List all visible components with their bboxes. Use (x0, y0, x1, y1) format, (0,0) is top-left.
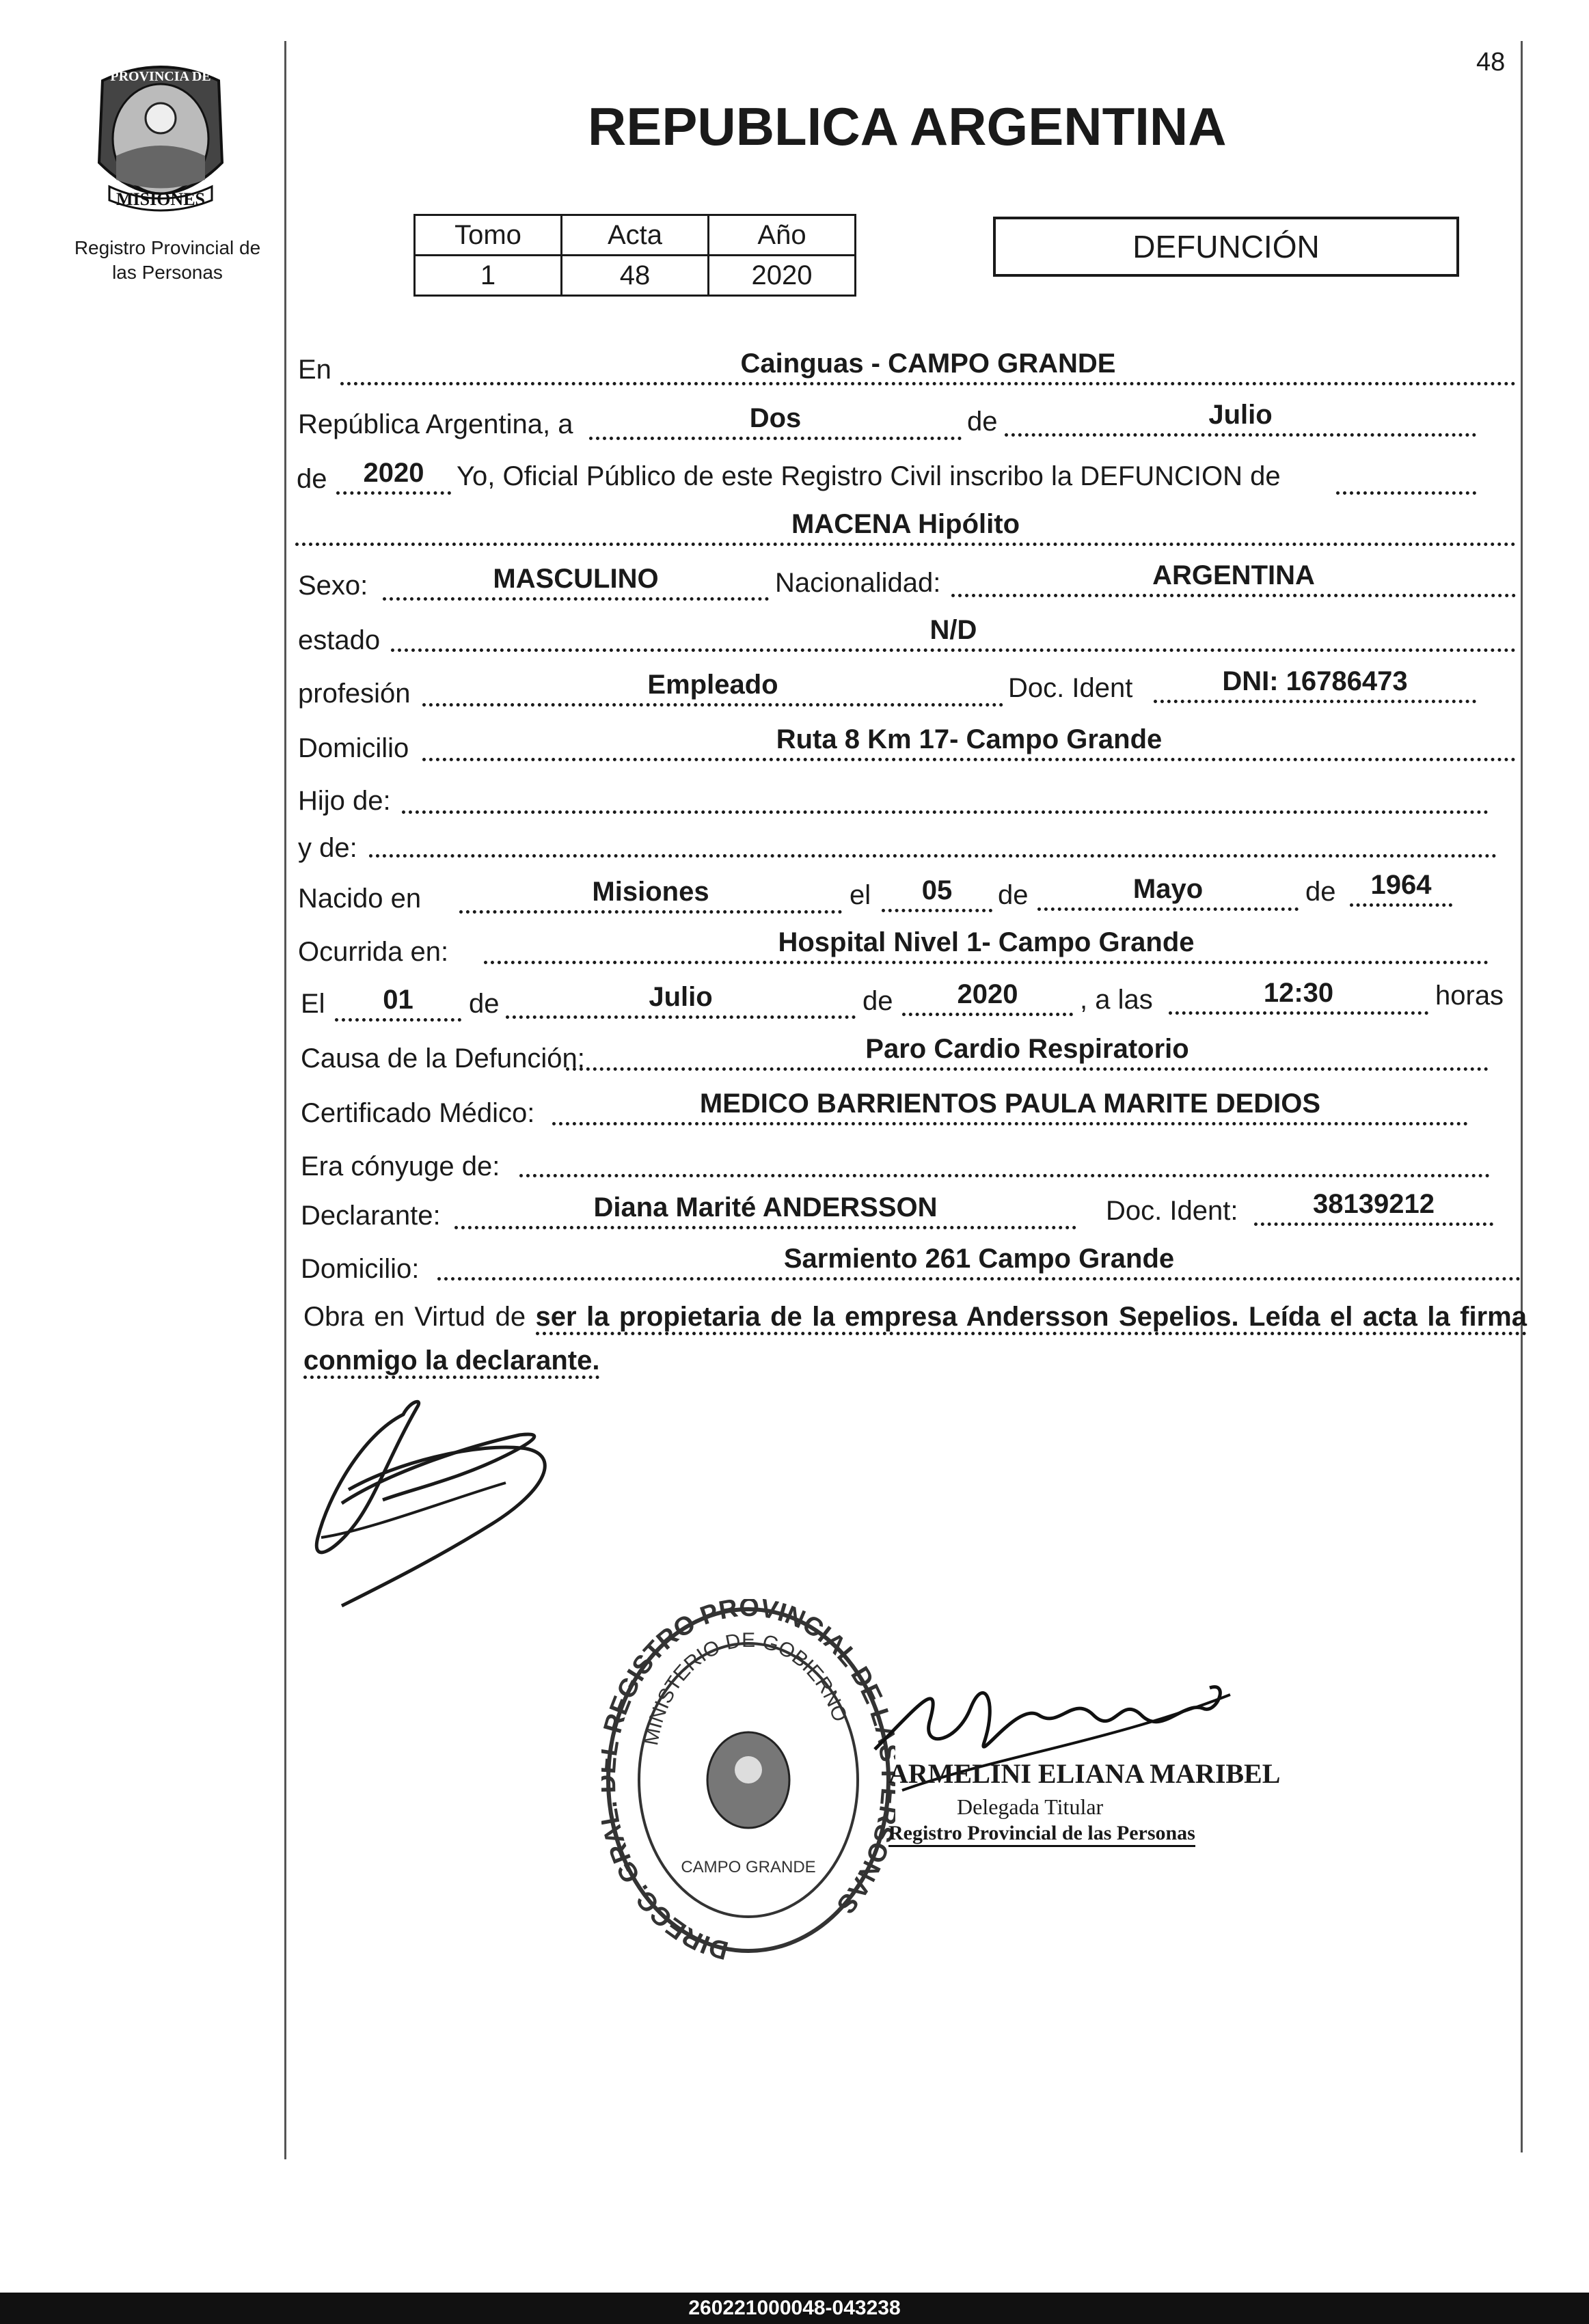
label-domicilio: Domicilio (298, 733, 409, 763)
field-obra: ser la propietaria de la empresa Andersson Sepelios. Leída el acta la firma conmigo la declarante. (303, 1302, 1527, 1379)
label-y-de: y de: (298, 833, 357, 863)
field-dia: Dos (589, 400, 962, 440)
field-certificado: MEDICO BARRIENTOS PAULA MARITE DEDIOS (552, 1085, 1468, 1125)
field-nacido-en: Misiones (459, 873, 842, 914)
field-lugar: Cainguas - CAMPO GRANDE (340, 345, 1516, 385)
right-margin-line (1521, 41, 1523, 2152)
svg-text:MINISTERIO DE GOBIERNO: MINISTERIO DE GOBIERNO (640, 1628, 852, 1747)
label-de-6: de (863, 986, 893, 1016)
label-a-las: , a las (1080, 985, 1153, 1015)
officer-name: ARMELINI ELIANA MARIBEL (888, 1758, 1281, 1789)
field-profesion: Empleado (422, 666, 1003, 707)
declarant-signature (301, 1394, 588, 1613)
field-def-mes: Julio (506, 979, 856, 1019)
header-anio: Año (709, 215, 856, 256)
label-el: el (850, 880, 871, 910)
svg-text:PROVINCIA DE: PROVINCIA DE (110, 69, 211, 84)
label-doc-ident: Doc. Ident (1008, 673, 1133, 703)
field-def-dia: 01 (335, 981, 461, 1022)
field-ocurrida-en: Hospital Nivel 1- Campo Grande (484, 924, 1489, 964)
svg-text:MISIONES: MISIONES (116, 189, 206, 209)
officer-role: Delegada Titular (957, 1794, 1104, 1819)
label-republica: República Argentina, a (298, 409, 573, 439)
field-nacionalidad: ARGENTINA (951, 557, 1516, 597)
label-declarante: Declarante: (301, 1201, 441, 1231)
province-shield-icon (89, 60, 232, 217)
label-hijo-de: Hijo de: (298, 786, 391, 816)
field-nac-mes: Mayo (1037, 871, 1299, 911)
label-de-2: de (297, 464, 327, 494)
svg-text:CAMPO GRANDE: CAMPO GRANDE (681, 1858, 816, 1876)
official-stamp (601, 1599, 895, 1961)
province-logo (89, 60, 232, 217)
page-number: 48 (1476, 48, 1506, 77)
field-def-hora: 12:30 (1169, 974, 1428, 1015)
record-type-box (993, 217, 1459, 277)
label-obra: Obra en Virtud de (303, 1302, 526, 1332)
field-conyuge (519, 1137, 1490, 1177)
label-yo: Yo, Oficial Público de este Registro Civil inscribo la DEFUNCION de (457, 461, 1281, 491)
label-domicilio-2: Domicilio: (301, 1254, 420, 1284)
record-table-values (415, 256, 856, 296)
label-de-1: de (967, 407, 998, 437)
footer-code: 260221000048-043238 (688, 2297, 901, 2319)
label-ocurrida-en: Ocurrida en: (298, 937, 449, 967)
label-profesion: profesión (298, 679, 411, 709)
label-de-4: de (1305, 877, 1336, 907)
field-continuacion (1336, 454, 1476, 495)
field-mes: Julio (1005, 396, 1476, 437)
registry-caption: Registro Provincial de las Personas (74, 237, 261, 283)
record-type: DEFUNCIÓN (1132, 229, 1320, 264)
field-domicilio: Ruta 8 Km 17- Campo Grande (422, 721, 1516, 761)
left-margin-line (284, 41, 286, 2159)
label-nacido-en: Nacido en (298, 884, 422, 914)
field-declarante: Diana Marité ANDERSSON (454, 1189, 1076, 1229)
field-dni: DNI: 16786473 (1154, 663, 1476, 703)
value-tomo: 1 (415, 256, 562, 296)
record-table (413, 214, 856, 297)
label-el-cap: El (301, 989, 325, 1019)
label-horas: horas (1435, 981, 1504, 1011)
record-table-header (415, 215, 856, 256)
field-nac-anio: 1964 (1350, 866, 1452, 907)
label-conyuge: Era cónyuge de: (301, 1151, 500, 1181)
field-anio: 2020 (336, 454, 451, 495)
field-sexo: MASCULINO (383, 560, 769, 601)
officer-office: Registro Provincial de las Personas (888, 1822, 1195, 1847)
label-de-5: de (469, 989, 500, 1019)
label-estado: estado (298, 625, 381, 655)
field-declarante-doc: 38139212 (1254, 1186, 1493, 1226)
header-tomo: Tomo (415, 215, 562, 256)
value-anio: 2020 (709, 256, 856, 296)
field-def-anio: 2020 (902, 976, 1073, 1016)
field-y-de (369, 817, 1497, 858)
value-acta: 48 (562, 256, 709, 296)
header-acta: Acta (562, 215, 709, 256)
field-declarante-domicilio: Sarmiento 261 Campo Grande (437, 1240, 1521, 1281)
label-de-3: de (998, 880, 1029, 910)
field-nombre: MACENA Hipólito (295, 506, 1516, 546)
footer-bar (0, 2293, 1589, 2324)
obra-en-virtud (303, 1295, 1527, 1382)
label-certificado: Certificado Médico: (301, 1098, 535, 1128)
field-hijo-de (402, 774, 1489, 814)
svg-text:DIRECC. GRAL. DEL REGISTRO PRO: DIRECC. GR REGISTRO PROVINCIAL DE L ONAS - (601, 1599, 895, 1961)
label-causa: Causa de la Defunción: (301, 1043, 585, 1074)
label-sexo: Sexo: (298, 571, 368, 601)
label-nacionalidad: Nacionalidad: (775, 568, 941, 598)
field-nac-dia: 05 (882, 872, 992, 912)
page-title: REPUBLICA ARGENTINA (588, 96, 1227, 156)
label-doc-ident-2: Doc. Ident: (1106, 1196, 1238, 1226)
field-estado: N/D (391, 612, 1516, 652)
field-causa: Paro Cardio Respiratorio (566, 1030, 1489, 1071)
label-en: En (298, 355, 331, 385)
